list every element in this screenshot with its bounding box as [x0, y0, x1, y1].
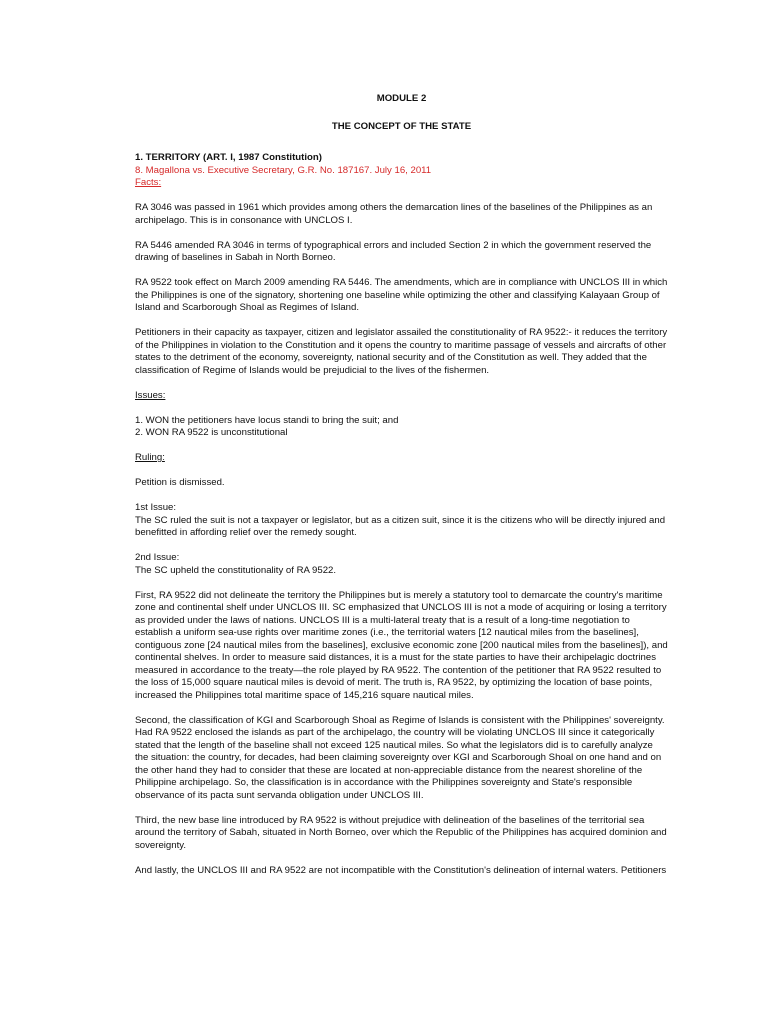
issue2-text: The SC upheld the constitutionality of RA 9522. — [135, 564, 337, 576]
ruling-paragraph: Third, the new base line introduced by RA 9522 is without prejudice with delineation of the baselines of the territorial sea around the territory of Sabah, situated in North Borneo, over which the Republic of the Philippines has acquired dominion and sovereignty. — [135, 814, 667, 851]
facts-paragraph: RA 5446 amended RA 3046 in terms of typographical errors and included Section 2 in which the government reserved the drawing of baselines in Sabah in North Borneo. — [135, 239, 652, 263]
concept-title: THE CONCEPT OF THE STATE — [331, 120, 472, 132]
issue1-label: 1st Issue: — [135, 502, 177, 513]
ruling-paragraph: Second, the classification of KGI and Scarborough Shoal as Regime of Islands is consistent with the Philippines' sovereignty. Had RA 9522 enclosed the islands as part of the archipelago, the country will be violating UNCLOS III since it categorically stated that the length of the baseline shall not exceed 125 nautical miles. So what the legislators did is to carefully analyze the situation: the country, for decades, had been claiming sovereignty over KGI and Scarborough Shoal on one hand and on the other hand they had to consider that these are located at non-appreciable distance from the nearest shoreline of the Philippine archipelago. So, the classification is in accordance with the Philippines sovereignty and State's responsible observance of its pacta sunt servanda obligation under UNCLOS III. — [135, 714, 665, 801]
ruling-intro: Petition is dismissed. — [135, 477, 225, 488]
facts-label: Facts: — [135, 177, 162, 188]
ruling-label: Ruling: — [135, 452, 165, 463]
issue-item: 1. WON the petitioners have locus standi to bring the suit; and — [135, 414, 399, 426]
issue2-label: 2nd Issue: — [135, 552, 180, 563]
ruling-paragraph: First, RA 9522 did not delineate the territory the Philippines but is merely a statutory tool to demarcate the country's maritime zone and continental shelf under UNCLOS III. SC emphasized that UNCLOS III is not a mode of acquiring or losing a territory as provided under the laws of nations. UNCLOS III is a multi-lateral treaty that is a result of a long-time negotiation to establish a uniform sea-use rights over maritime zones (i.e., the territorial waters [12 nautical miles from the baselines], contiguous zone [24 nautical miles from the baselines], exclusive economic zone [200 nautical miles from the baselines]), and continental shelves. In order to measure said distances, it is a must for the state parties to have their archipelagic doctrines measured in accordance to the treaty—the role played by RA 9522. The contention of the petitioner that RA 9522 resulted to the loss of 15,000 square nautical miles is devoid of merit. The truth is, RA 9522, by optimizing the location of base points, increased the Philippines total maritime space of 145,216 square nautical miles. — [135, 589, 668, 701]
module-label: MODULE 2 — [376, 93, 427, 104]
issue1-text: The SC ruled the suit is not a taxpayer or legislator, but as a citizen suit, since it is the citizens who will be directly injured and benefitted in affording relief over the remedy sought. — [135, 514, 666, 538]
facts-paragraph: Petitioners in their capacity as taxpayer, citizen and legislator assailed the constitutionality of RA 9522:- it reduces the territory of the Philippines in violation to the Constitution and it opens the country to maritime passage of vessels and aircrafts of other states to the detriment of the economy, sovereignty, national security and of the Constitution as well. They added that the classification of Regime of Islands would be prejudicial to the lives of the fishermen. — [135, 327, 668, 376]
section-heading: 1. TERRITORY (ART. I, 1987 Constitution) — [135, 152, 322, 163]
ruling-paragraph: And lastly, the UNCLOS III and RA 9522 are not incompatible with the Constitution's delineation of internal waters. Petitioners — [135, 864, 667, 876]
issues-label: Issues: — [135, 389, 166, 401]
facts-paragraph: RA 9522 took effect on March 2009 amending RA 5446. The amendments, which are in compliance with UNCLOS III in which the Philippines is one of the signatory, shortening one baseline while optimizing the other and classifying Kalayaan Group of Island and Scarborough Shoal as Regimes of Island. — [135, 277, 668, 313]
issue-item: 2. WON RA 9522 is unconstitutional — [135, 427, 288, 438]
case-title: 8. Magallona vs. Executive Secretary, G.R. No. 187167. July 16, 2011 — [135, 164, 432, 176]
facts-paragraph: RA 3046 was passed in 1961 which provides among others the demarcation lines of the baselines of the Philippines as an archipelago. This is in consonance with UNCLOS I. — [135, 202, 653, 226]
